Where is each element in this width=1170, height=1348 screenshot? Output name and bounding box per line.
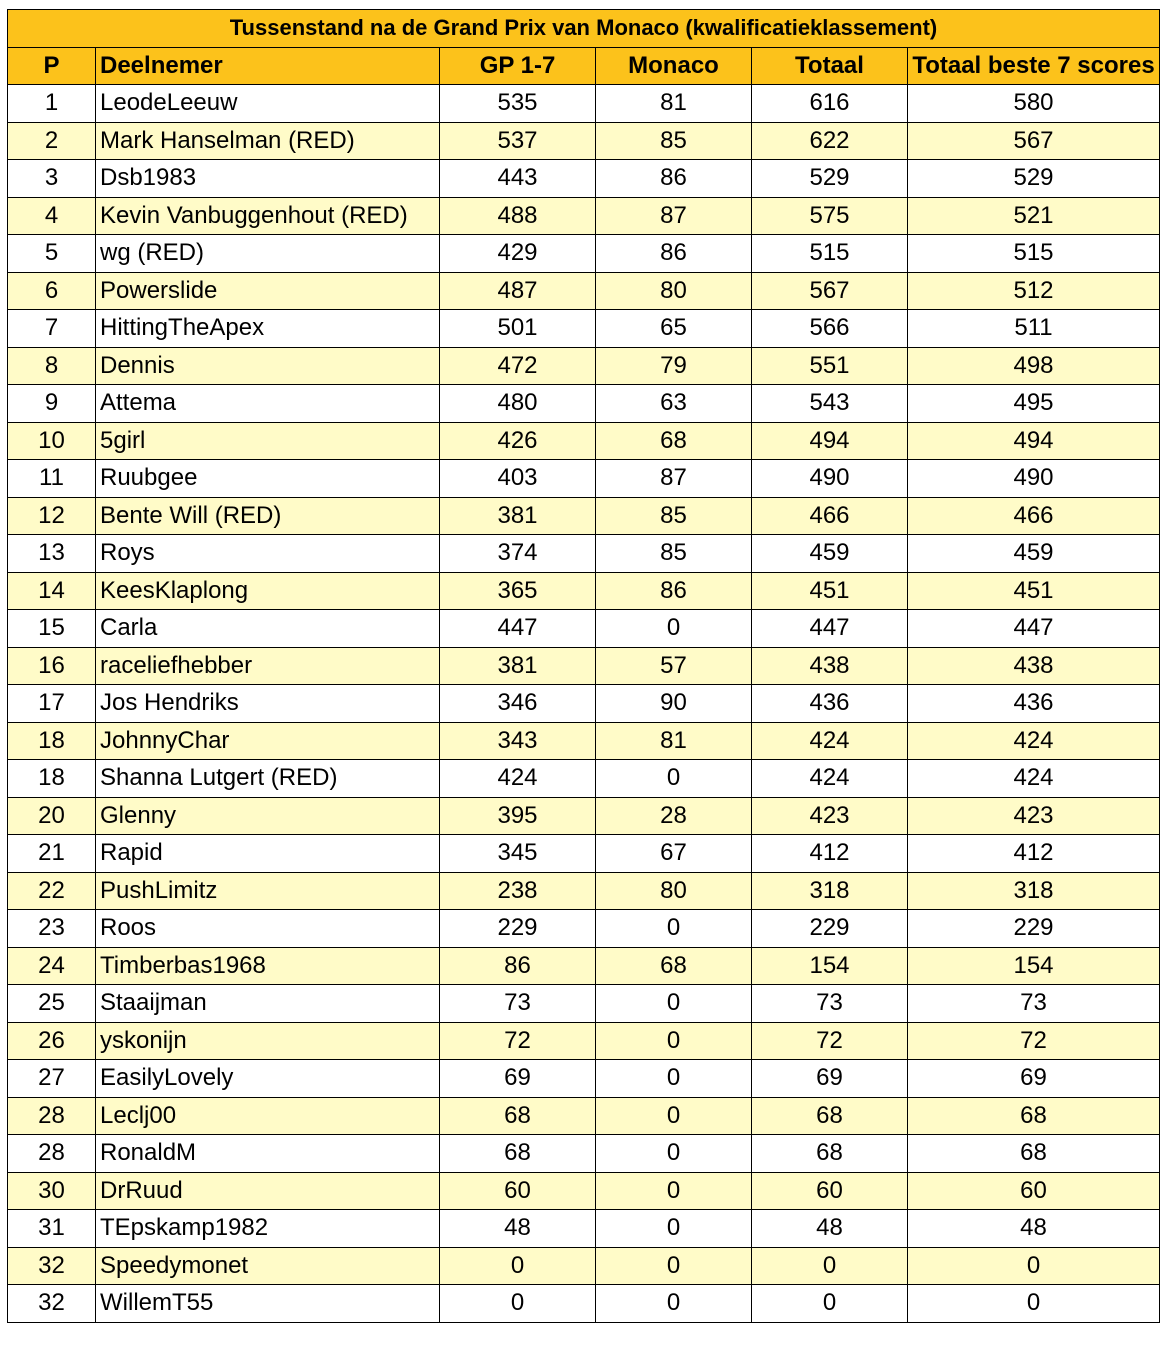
cell-monaco: 28 <box>596 797 752 835</box>
cell-best-7-total: 580 <box>908 85 1160 123</box>
cell-position: 23 <box>8 910 96 948</box>
cell-gp-1-7: 86 <box>440 947 596 985</box>
cell-position: 9 <box>8 385 96 423</box>
cell-participant: Powerslide <box>96 272 440 310</box>
cell-gp-1-7: 68 <box>440 1135 596 1173</box>
cell-participant: Timberbas1968 <box>96 947 440 985</box>
cell-monaco: 0 <box>596 1210 752 1248</box>
cell-monaco: 86 <box>596 572 752 610</box>
table-row <box>8 497 1160 535</box>
cell-position: 11 <box>8 460 96 498</box>
cell-monaco: 67 <box>596 835 752 873</box>
cell-position: 4 <box>8 197 96 235</box>
cell-total: 60 <box>752 1172 908 1210</box>
header-position: P <box>8 47 96 85</box>
cell-gp-1-7: 429 <box>440 235 596 273</box>
cell-total: 72 <box>752 1022 908 1060</box>
cell-participant: TEpskamp1982 <box>96 1210 440 1248</box>
cell-position: 10 <box>8 422 96 460</box>
table-row <box>8 1097 1160 1135</box>
cell-total: 575 <box>752 197 908 235</box>
standings-body <box>8 85 1160 1323</box>
cell-participant: Glenny <box>96 797 440 835</box>
cell-monaco: 79 <box>596 347 752 385</box>
title-row <box>8 10 1160 48</box>
cell-best-7-total: 494 <box>908 422 1160 460</box>
cell-participant: KeesKlaplong <box>96 572 440 610</box>
cell-participant: LeodeLeeuw <box>96 85 440 123</box>
table-row <box>8 1022 1160 1060</box>
cell-total: 0 <box>752 1247 908 1285</box>
cell-participant: Roos <box>96 910 440 948</box>
table-row <box>8 872 1160 910</box>
cell-monaco: 0 <box>596 1247 752 1285</box>
table-title: Tussenstand na de Grand Prix van Monaco (kwalificatieklassement) <box>8 10 1160 48</box>
cell-participant: DrRuud <box>96 1172 440 1210</box>
cell-gp-1-7: 381 <box>440 647 596 685</box>
cell-position: 27 <box>8 1060 96 1098</box>
table-row <box>8 1247 1160 1285</box>
table-row <box>8 1210 1160 1248</box>
cell-monaco: 57 <box>596 647 752 685</box>
cell-total: 436 <box>752 685 908 723</box>
table-row <box>8 122 1160 160</box>
cell-best-7-total: 72 <box>908 1022 1160 1060</box>
cell-gp-1-7: 501 <box>440 310 596 348</box>
table-row <box>8 235 1160 273</box>
cell-participant: yskonijn <box>96 1022 440 1060</box>
cell-monaco: 87 <box>596 460 752 498</box>
table-row <box>8 460 1160 498</box>
cell-monaco: 0 <box>596 760 752 798</box>
cell-participant: Speedymonet <box>96 1247 440 1285</box>
cell-participant: Staaijman <box>96 985 440 1023</box>
table-row <box>8 85 1160 123</box>
cell-total: 451 <box>752 572 908 610</box>
cell-monaco: 0 <box>596 1022 752 1060</box>
cell-monaco: 86 <box>596 235 752 273</box>
cell-best-7-total: 424 <box>908 722 1160 760</box>
cell-position: 31 <box>8 1210 96 1248</box>
cell-monaco: 90 <box>596 685 752 723</box>
cell-total: 229 <box>752 910 908 948</box>
cell-position: 28 <box>8 1135 96 1173</box>
cell-total: 0 <box>752 1285 908 1323</box>
cell-gp-1-7: 447 <box>440 610 596 648</box>
cell-position: 15 <box>8 610 96 648</box>
table-row <box>8 310 1160 348</box>
cell-monaco: 81 <box>596 722 752 760</box>
cell-position: 16 <box>8 647 96 685</box>
cell-total: 616 <box>752 85 908 123</box>
cell-total: 490 <box>752 460 908 498</box>
cell-position: 20 <box>8 797 96 835</box>
cell-gp-1-7: 374 <box>440 535 596 573</box>
cell-best-7-total: 515 <box>908 235 1160 273</box>
cell-participant: raceliefhebber <box>96 647 440 685</box>
cell-monaco: 85 <box>596 535 752 573</box>
cell-best-7-total: 567 <box>908 122 1160 160</box>
cell-gp-1-7: 365 <box>440 572 596 610</box>
cell-position: 32 <box>8 1247 96 1285</box>
cell-total: 318 <box>752 872 908 910</box>
header-row <box>8 47 1160 85</box>
cell-monaco: 86 <box>596 160 752 198</box>
cell-total: 466 <box>752 497 908 535</box>
cell-gp-1-7: 381 <box>440 497 596 535</box>
cell-gp-1-7: 480 <box>440 385 596 423</box>
cell-total: 73 <box>752 985 908 1023</box>
cell-position: 18 <box>8 760 96 798</box>
cell-best-7-total: 318 <box>908 872 1160 910</box>
cell-participant: PushLimitz <box>96 872 440 910</box>
cell-position: 24 <box>8 947 96 985</box>
cell-best-7-total: 69 <box>908 1060 1160 1098</box>
cell-position: 22 <box>8 872 96 910</box>
cell-gp-1-7: 487 <box>440 272 596 310</box>
cell-total: 68 <box>752 1135 908 1173</box>
cell-monaco: 68 <box>596 947 752 985</box>
cell-best-7-total: 423 <box>908 797 1160 835</box>
cell-total: 551 <box>752 347 908 385</box>
cell-total: 459 <box>752 535 908 573</box>
table-row <box>8 910 1160 948</box>
header-best-7-total: Totaal beste 7 scores <box>908 47 1160 85</box>
cell-best-7-total: 229 <box>908 910 1160 948</box>
cell-monaco: 81 <box>596 85 752 123</box>
cell-gp-1-7: 0 <box>440 1285 596 1323</box>
table-row <box>8 1060 1160 1098</box>
cell-gp-1-7: 426 <box>440 422 596 460</box>
cell-gp-1-7: 472 <box>440 347 596 385</box>
table-row <box>8 385 1160 423</box>
cell-total: 543 <box>752 385 908 423</box>
cell-participant: Mark Hanselman (RED) <box>96 122 440 160</box>
table-row <box>8 985 1160 1023</box>
cell-position: 3 <box>8 160 96 198</box>
cell-gp-1-7: 403 <box>440 460 596 498</box>
cell-participant: wg (RED) <box>96 235 440 273</box>
cell-total: 447 <box>752 610 908 648</box>
cell-participant: Bente Will (RED) <box>96 497 440 535</box>
cell-participant: Attema <box>96 385 440 423</box>
cell-total: 515 <box>752 235 908 273</box>
cell-participant: Carla <box>96 610 440 648</box>
cell-total: 438 <box>752 647 908 685</box>
cell-monaco: 0 <box>596 1060 752 1098</box>
cell-best-7-total: 521 <box>908 197 1160 235</box>
cell-best-7-total: 459 <box>908 535 1160 573</box>
cell-position: 25 <box>8 985 96 1023</box>
cell-gp-1-7: 535 <box>440 85 596 123</box>
cell-total: 494 <box>752 422 908 460</box>
header-monaco: Monaco <box>596 47 752 85</box>
cell-best-7-total: 412 <box>908 835 1160 873</box>
cell-monaco: 0 <box>596 910 752 948</box>
cell-best-7-total: 0 <box>908 1247 1160 1285</box>
table-row <box>8 347 1160 385</box>
cell-position: 21 <box>8 835 96 873</box>
table-row <box>8 1285 1160 1323</box>
table-row <box>8 797 1160 835</box>
cell-participant: Leclj00 <box>96 1097 440 1135</box>
cell-position: 17 <box>8 685 96 723</box>
cell-position: 6 <box>8 272 96 310</box>
header-total: Totaal <box>752 47 908 85</box>
cell-monaco: 0 <box>596 985 752 1023</box>
cell-best-7-total: 447 <box>908 610 1160 648</box>
cell-participant: Shanna Lutgert (RED) <box>96 760 440 798</box>
cell-total: 424 <box>752 722 908 760</box>
table-row <box>8 1135 1160 1173</box>
cell-position: 2 <box>8 122 96 160</box>
cell-best-7-total: 154 <box>908 947 1160 985</box>
table-row <box>8 835 1160 873</box>
cell-best-7-total: 490 <box>908 460 1160 498</box>
cell-gp-1-7: 73 <box>440 985 596 1023</box>
table-row <box>8 947 1160 985</box>
cell-gp-1-7: 424 <box>440 760 596 798</box>
cell-best-7-total: 424 <box>908 760 1160 798</box>
table-row <box>8 722 1160 760</box>
cell-best-7-total: 438 <box>908 647 1160 685</box>
table-row <box>8 572 1160 610</box>
cell-best-7-total: 498 <box>908 347 1160 385</box>
cell-total: 423 <box>752 797 908 835</box>
cell-gp-1-7: 443 <box>440 160 596 198</box>
cell-monaco: 0 <box>596 1172 752 1210</box>
cell-monaco: 80 <box>596 872 752 910</box>
cell-best-7-total: 495 <box>908 385 1160 423</box>
table-row <box>8 685 1160 723</box>
table-row <box>8 422 1160 460</box>
cell-monaco: 0 <box>596 1097 752 1135</box>
cell-position: 5 <box>8 235 96 273</box>
cell-position: 26 <box>8 1022 96 1060</box>
cell-best-7-total: 529 <box>908 160 1160 198</box>
cell-total: 154 <box>752 947 908 985</box>
cell-participant: Kevin Vanbuggenhout (RED) <box>96 197 440 235</box>
cell-monaco: 85 <box>596 497 752 535</box>
cell-position: 28 <box>8 1097 96 1135</box>
cell-position: 12 <box>8 497 96 535</box>
cell-gp-1-7: 346 <box>440 685 596 723</box>
cell-best-7-total: 73 <box>908 985 1160 1023</box>
cell-participant: Jos Hendriks <box>96 685 440 723</box>
cell-position: 13 <box>8 535 96 573</box>
cell-participant: RonaldM <box>96 1135 440 1173</box>
cell-gp-1-7: 345 <box>440 835 596 873</box>
cell-monaco: 68 <box>596 422 752 460</box>
cell-gp-1-7: 72 <box>440 1022 596 1060</box>
cell-total: 567 <box>752 272 908 310</box>
cell-gp-1-7: 48 <box>440 1210 596 1248</box>
cell-best-7-total: 60 <box>908 1172 1160 1210</box>
cell-participant: Rapid <box>96 835 440 873</box>
table-row <box>8 760 1160 798</box>
cell-monaco: 0 <box>596 1135 752 1173</box>
table-row <box>8 610 1160 648</box>
cell-best-7-total: 48 <box>908 1210 1160 1248</box>
cell-gp-1-7: 238 <box>440 872 596 910</box>
cell-participant: Dsb1983 <box>96 160 440 198</box>
cell-best-7-total: 68 <box>908 1097 1160 1135</box>
cell-position: 32 <box>8 1285 96 1323</box>
cell-position: 18 <box>8 722 96 760</box>
cell-participant: Ruubgee <box>96 460 440 498</box>
cell-best-7-total: 511 <box>908 310 1160 348</box>
cell-best-7-total: 68 <box>908 1135 1160 1173</box>
cell-monaco: 65 <box>596 310 752 348</box>
cell-total: 69 <box>752 1060 908 1098</box>
cell-gp-1-7: 69 <box>440 1060 596 1098</box>
cell-participant: EasilyLovely <box>96 1060 440 1098</box>
cell-position: 1 <box>8 85 96 123</box>
cell-participant: 5girl <box>96 422 440 460</box>
table-row <box>8 647 1160 685</box>
cell-monaco: 63 <box>596 385 752 423</box>
header-gp-1-7: GP 1-7 <box>440 47 596 85</box>
cell-participant: HittingTheApex <box>96 310 440 348</box>
cell-total: 566 <box>752 310 908 348</box>
cell-total: 412 <box>752 835 908 873</box>
table-row <box>8 535 1160 573</box>
cell-position: 7 <box>8 310 96 348</box>
table-row <box>8 1172 1160 1210</box>
cell-monaco: 0 <box>596 1285 752 1323</box>
header-participant: Deelnemer <box>96 47 440 85</box>
cell-gp-1-7: 68 <box>440 1097 596 1135</box>
table-row <box>8 272 1160 310</box>
cell-gp-1-7: 60 <box>440 1172 596 1210</box>
cell-monaco: 85 <box>596 122 752 160</box>
cell-total: 68 <box>752 1097 908 1135</box>
table-row <box>8 160 1160 198</box>
cell-participant: Dennis <box>96 347 440 385</box>
cell-total: 48 <box>752 1210 908 1248</box>
cell-total: 424 <box>752 760 908 798</box>
cell-position: 8 <box>8 347 96 385</box>
cell-monaco: 87 <box>596 197 752 235</box>
standings-table <box>7 9 1160 1323</box>
cell-total: 622 <box>752 122 908 160</box>
cell-best-7-total: 436 <box>908 685 1160 723</box>
cell-best-7-total: 512 <box>908 272 1160 310</box>
cell-gp-1-7: 0 <box>440 1247 596 1285</box>
cell-monaco: 80 <box>596 272 752 310</box>
cell-best-7-total: 466 <box>908 497 1160 535</box>
cell-best-7-total: 0 <box>908 1285 1160 1323</box>
table-row <box>8 197 1160 235</box>
cell-gp-1-7: 343 <box>440 722 596 760</box>
cell-position: 30 <box>8 1172 96 1210</box>
cell-participant: JohnnyChar <box>96 722 440 760</box>
cell-participant: WillemT55 <box>96 1285 440 1323</box>
cell-total: 529 <box>752 160 908 198</box>
cell-gp-1-7: 395 <box>440 797 596 835</box>
cell-best-7-total: 451 <box>908 572 1160 610</box>
cell-gp-1-7: 537 <box>440 122 596 160</box>
cell-participant: Roys <box>96 535 440 573</box>
cell-position: 14 <box>8 572 96 610</box>
cell-gp-1-7: 488 <box>440 197 596 235</box>
cell-gp-1-7: 229 <box>440 910 596 948</box>
cell-monaco: 0 <box>596 610 752 648</box>
